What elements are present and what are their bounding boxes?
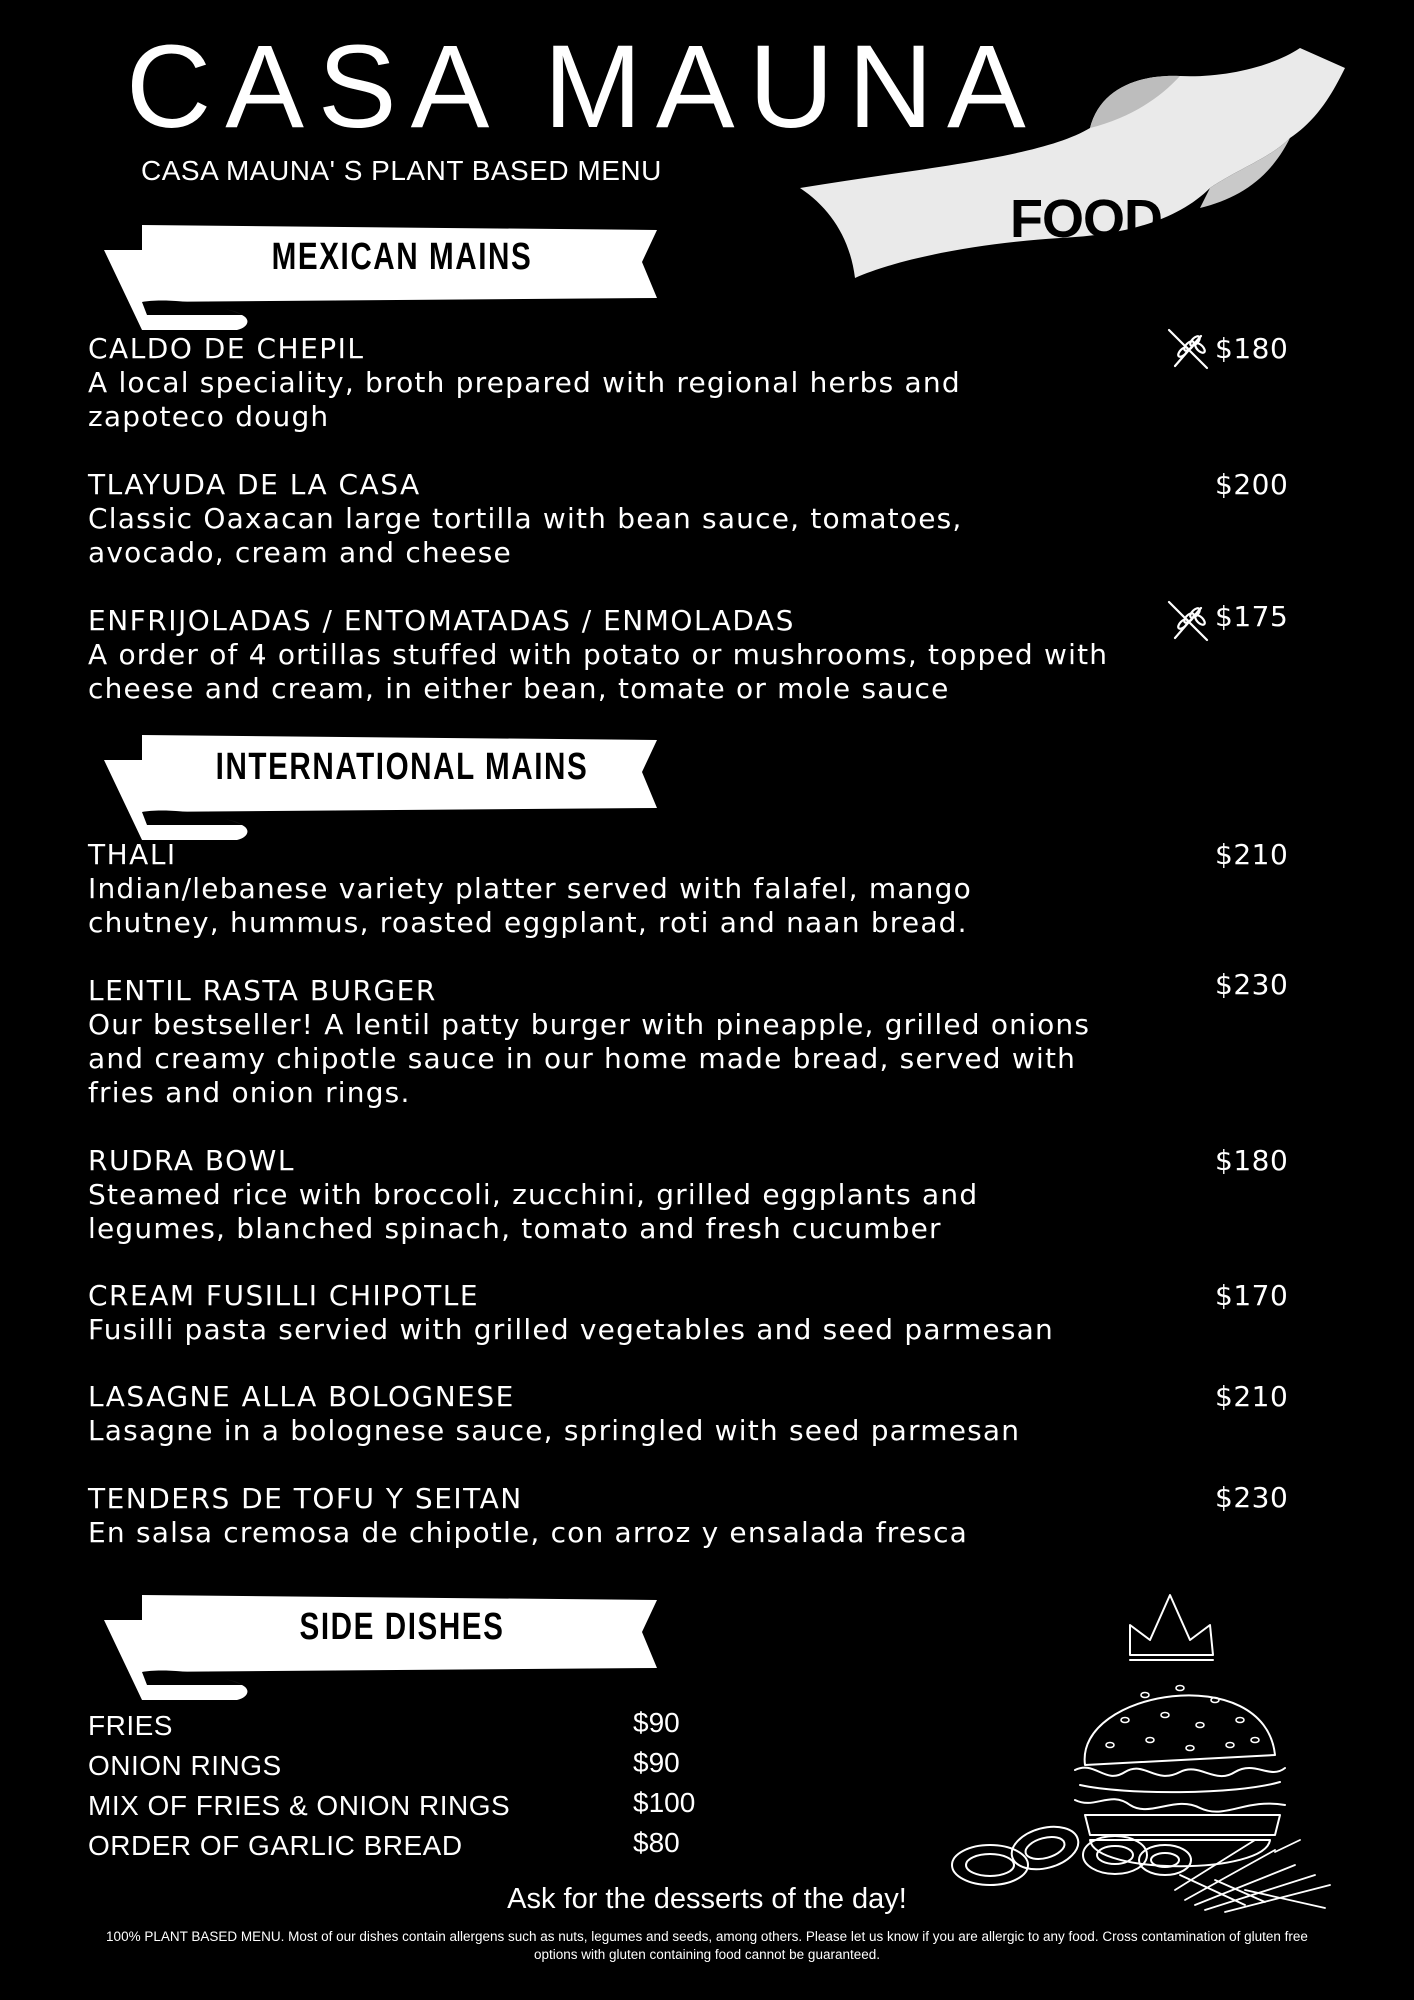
menu-title: CASA MAUNA (126, 21, 1040, 153)
item-description: Our bestseller! A lentil patty burger with pineapple, grilled onions and creamy chipotle sauce in our home made bread, served with fries and onion rings. (88, 1008, 1091, 1109)
menu-item (88, 604, 1148, 706)
side-item-name: MIX OF FRIES & ONION RINGS (88, 1790, 511, 1821)
item-price: $180 (1215, 1144, 1289, 1177)
side-item-price: $90 (633, 1707, 680, 1738)
item-price: $200 (1215, 468, 1289, 501)
item-price: $175 (1215, 600, 1289, 633)
no-wheat-icon (1165, 326, 1211, 372)
item-price: $230 (1215, 968, 1289, 1001)
item-description: Lasagne in a bolognese sauce, springled with seed parmesan (88, 1414, 1021, 1447)
item-description: En salsa cremosa de chipotle, con arroz y ensalada fresca (88, 1516, 969, 1549)
item-name: LASAGNE ALLA BOLOGNESE (88, 1380, 515, 1413)
item-description: A order of 4 ortillas stuffed with potato or mushrooms, topped with cheese and cream, in either bean, tomate or mole sauce (88, 638, 1109, 705)
menu-item (88, 838, 1088, 940)
side-item-name: ONION RINGS (88, 1750, 282, 1781)
menu-item (88, 974, 1118, 1110)
no-wheat-icon (1165, 598, 1211, 644)
item-name: CALDO DE CHEPIL (88, 332, 365, 365)
item-description: Steamed rice with broccoli, zucchini, grilled eggplants and legumes, blanched spinach, tomato and fresh cucumber (88, 1178, 979, 1245)
item-price: $170 (1215, 1279, 1289, 1312)
item-description: A local speciality, broth prepared with regional herbs and zapoteco dough (88, 366, 961, 433)
side-item-price: $80 (633, 1827, 680, 1858)
item-name: RUDRA BOWL (88, 1144, 295, 1177)
item-name: ENFRIJOLADAS / ENTOMATADAS / ENMOLADAS (88, 604, 795, 637)
dessert-note: Ask for the desserts of the day! (507, 1883, 907, 1915)
menu-item (88, 1144, 1108, 1246)
section-title-sides: SIDE DISHES (299, 1606, 505, 1648)
menu-subtitle: CASA MAUNA' S PLANT BASED MENU (141, 155, 662, 186)
side-item-name: FRIES (88, 1710, 173, 1741)
item-name: TENDERS DE TOFU Y SEITAN (88, 1482, 523, 1515)
item-price: $230 (1215, 1481, 1289, 1514)
item-name: THALI (88, 838, 177, 871)
item-description: Indian/lebanese variety platter served with falafel, mango chutney, hummus, roasted eggplant, roti and naan bread. (88, 872, 972, 939)
section-title-mexican: MEXICAN MAINS (271, 236, 533, 278)
item-price: $180 (1215, 332, 1289, 365)
food-label: FOOD (1010, 189, 1162, 249)
side-item-name: ORDER OF GARLIC BREAD (88, 1830, 463, 1861)
item-description: Classic Oaxacan large tortilla with bean sauce, tomatoes, avocado, cream and cheese (88, 502, 963, 569)
allergen-disclaimer: 100% PLANT BASED MENU. Most of our dishes contain allergens such as nuts, legumes and seeds, among others. Please let us know if you are allergic to any food. Cross contamination of gluten free options with gluten containing food cannot be guaranteed. (106, 1929, 1308, 1962)
side-item-price: $90 (633, 1747, 680, 1778)
crowned-burger-illustration (945, 1590, 1335, 1920)
side-item-price: $100 (633, 1787, 696, 1818)
item-description: Fusilli pasta servied with grilled vegetables and seed parmesan (88, 1313, 1054, 1346)
item-price: $210 (1215, 838, 1289, 871)
section-title-international: INTERNATIONAL MAINS (215, 746, 589, 788)
item-name: TLAYUDA DE LA CASA (88, 468, 421, 501)
menu-item (88, 1482, 1208, 1550)
menu-item (88, 332, 1088, 434)
item-name: CREAM FUSILLI CHIPOTLE (88, 1279, 480, 1312)
item-name: LENTIL RASTA BURGER (88, 974, 437, 1007)
menu-item (88, 1380, 1208, 1448)
menu-item (88, 1279, 1208, 1347)
menu-item (88, 468, 1048, 570)
item-price: $210 (1215, 1380, 1289, 1413)
